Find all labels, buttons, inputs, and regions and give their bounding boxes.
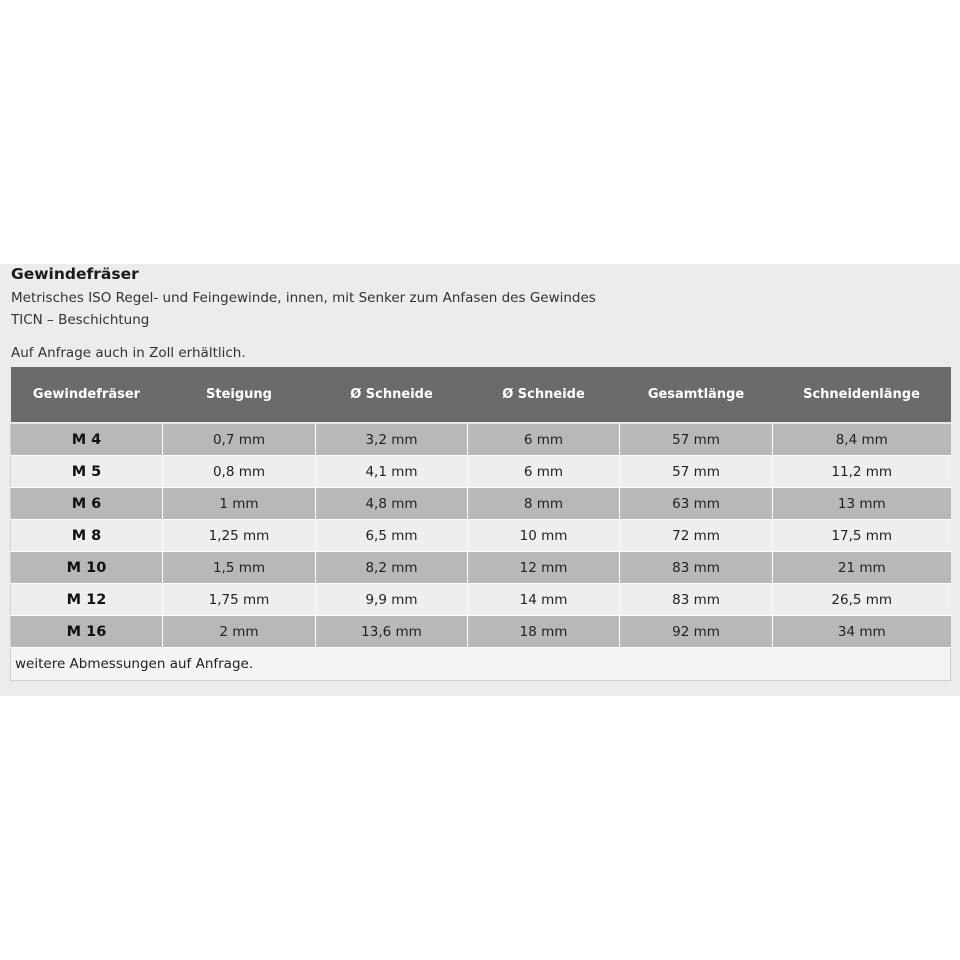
header-gewindefraeser: Gewindefräser [11,367,163,423]
thread-size: M 12 [11,584,163,616]
table-row [11,488,951,520]
cutter-diameter-cell: 8,2 mm [316,552,468,584]
cutting-length-cell: 8,4 mm [773,423,951,456]
pitch-cell: 1 mm [163,488,316,520]
cutter-diameter-cell: 6,5 mm [316,520,468,552]
coating-note: TICN – Beschichtung [11,312,150,328]
total-length-cell: 57 mm [620,456,773,488]
cutting-length-cell: 34 mm [773,616,951,648]
shank-diameter-cell: 6 mm [468,456,620,488]
total-length-cell: 83 mm [620,584,773,616]
cutter-diameter-cell: 4,8 mm [316,488,468,520]
inch-availability-note: Auf Anfrage auch in Zoll erhältlich. [11,345,246,361]
header-schaft-diameter: Ø Schneide [468,367,620,423]
pitch-cell: 0,7 mm [163,423,316,456]
table-footer-row [11,648,951,681]
thread-size: M 8 [11,520,163,552]
cutter-diameter-cell: 4,1 mm [316,456,468,488]
header-steigung: Steigung [163,367,316,423]
header-schneide-diameter: Ø Schneide [316,367,468,423]
product-title: Gewindefräser [11,265,139,283]
cutting-length-cell: 11,2 mm [773,456,951,488]
pitch-cell: 1,75 mm [163,584,316,616]
table-row [11,456,951,488]
cutter-diameter-cell: 9,9 mm [316,584,468,616]
table-row [11,584,951,616]
pitch-cell: 1,5 mm [163,552,316,584]
shank-diameter-cell: 8 mm [468,488,620,520]
header-gesamtlaenge: Gesamtlänge [620,367,773,423]
shank-diameter-cell: 18 mm [468,616,620,648]
pitch-cell: 2 mm [163,616,316,648]
table-header-row [11,367,951,423]
cutting-length-cell: 26,5 mm [773,584,951,616]
total-length-cell: 57 mm [620,423,773,456]
total-length-cell: 72 mm [620,520,773,552]
pitch-cell: 1,25 mm [163,520,316,552]
thread-size: M 10 [11,552,163,584]
cutting-length-cell: 13 mm [773,488,951,520]
shank-diameter-cell: 10 mm [468,520,620,552]
cutter-diameter-cell: 13,6 mm [316,616,468,648]
table-row [11,520,951,552]
cutting-length-cell: 21 mm [773,552,951,584]
specification-table [10,367,951,681]
total-length-cell: 92 mm [620,616,773,648]
table-row [11,552,951,584]
more-sizes-note: weitere Abmessungen auf Anfrage. [11,648,951,681]
cutting-length-cell: 17,5 mm [773,520,951,552]
header-schneidenlaenge: Schneidenlänge [773,367,951,423]
table-row [11,616,951,648]
thread-size: M 4 [11,423,163,456]
thread-size: M 6 [11,488,163,520]
table-row [11,423,951,456]
product-description: Metrisches ISO Regel- und Feingewinde, innen, mit Senker zum Anfasen des Gewindes [11,290,596,306]
total-length-cell: 83 mm [620,552,773,584]
shank-diameter-cell: 6 mm [468,423,620,456]
total-length-cell: 63 mm [620,488,773,520]
thread-size: M 16 [11,616,163,648]
pitch-cell: 0,8 mm [163,456,316,488]
shank-diameter-cell: 12 mm [468,552,620,584]
cutter-diameter-cell: 3,2 mm [316,423,468,456]
thread-size: M 5 [11,456,163,488]
shank-diameter-cell: 14 mm [468,584,620,616]
